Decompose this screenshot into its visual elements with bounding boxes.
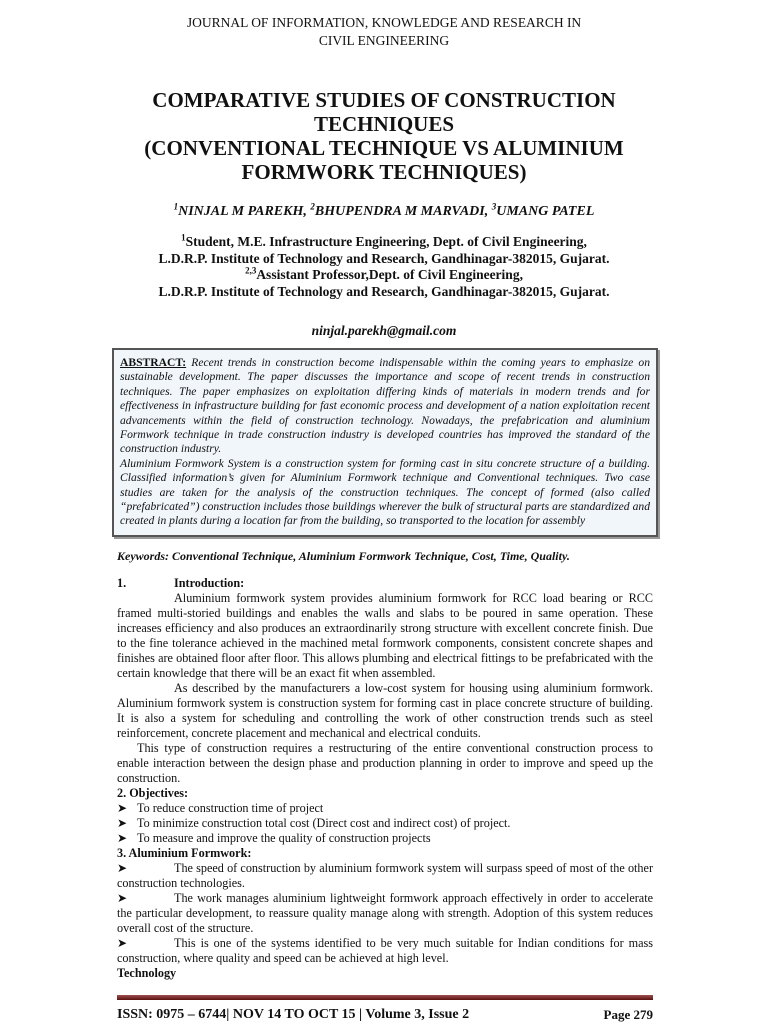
section-title: Introduction:: [174, 575, 245, 590]
body-text: [117, 576, 653, 981]
title-line: FORMWORK TECHNIQUES): [241, 160, 527, 184]
title-line: COMPARATIVE STUDIES OF CONSTRUCTION: [152, 88, 616, 112]
page-number: Page 279: [603, 1006, 653, 1022]
abstract-paragraph: Recent trends in construction become indispensable within the coming years to emphasize on sustainable development. The paper discusses the importance and scope of recent trends in construction techniques. The paper emphasizes on exploitation differing kinds of materials in modern trends and for effectiveness in infrastructure building for fast economic process and development of a nation exploitation recent advancements within the field of construction technology. Nowadays, the prefabrication and aluminium Formwork technique in trade construction industry is developed countries has improved the standard of the construction industry.: [120, 356, 650, 456]
author-name: UMANG PATEL: [496, 204, 595, 219]
author-sup: 2: [310, 201, 315, 212]
affil-line: L.D.R.P. Institute of Technology and Research, Gandhinagar-382015, Gujarat.: [158, 283, 610, 299]
list-item-text: To minimize construction total cost (Direct cost and indirect cost) of project.: [137, 815, 511, 830]
author-name: BHUPENDRA M MARVADI,: [314, 204, 492, 219]
affiliations: [0, 234, 768, 300]
abstract-box: [112, 348, 658, 537]
journal-name-line2: CIVIL ENGINEERING: [318, 33, 450, 48]
list-item: [117, 831, 653, 846]
affil-line: Student, M.E. Infrastructure Engineering, Dept. of Civil Engineering,: [185, 234, 587, 249]
paper-title: [0, 88, 768, 184]
arrow-bullet-icon: ➤: [117, 890, 128, 905]
keywords: Keywords: Conventional Technique, Aluminium Formwork Technique, Cost, Time, Quality.: [117, 548, 570, 563]
paragraph: As described by the manufacturers a low-cost system for housing using aluminium formwork. Aluminium formwork system is construction system for forming cast in place concrete structure of building. It is also a system for scheduling and controlling the work of other construction trends such as steel reinforcement, concrete placement and mechanical and electrical conduits.: [117, 680, 653, 740]
affil-sup: 1: [181, 232, 186, 243]
author-email[interactable]: ninjal.parekh@gmail.com: [311, 323, 457, 338]
section-heading-aluminium-formwork: 3. Aluminium Formwork:: [117, 845, 252, 860]
arrow-bullet-icon: ➤: [117, 800, 128, 815]
section-heading-introduction: [117, 576, 653, 591]
list-item: [117, 936, 653, 966]
affil-line: L.D.R.P. Institute of Technology and Research, Gandhinagar-382015, Gujarat.: [158, 250, 610, 266]
authors: [0, 201, 768, 220]
journal-name-line1: JOURNAL OF INFORMATION, KNOWLEDGE AND RESEARCH IN: [186, 15, 582, 30]
paragraph: Aluminium formwork system provides aluminium formwork for RCC load bearing or RCC framed multi-storied buildings and enables the walls and slabs to be poured in same operation. These increases efficiency and also produces an extraordinarily strong structure with excellent concrete finish. Due to the fine tolerance achieved in the machined metal formwork components, consistent concrete shapes and finishes are obtained floor after floor. This allows plumbing and electrical fittings to be prefabricated with the certain knowledge that there will be an exact fit when assembled.: [117, 590, 653, 680]
arrow-bullet-icon: ➤: [117, 830, 128, 845]
list-item-text: To measure and improve the quality of construction projects: [137, 830, 431, 845]
author-sup: 1: [173, 201, 179, 212]
list-item: [117, 861, 653, 891]
title-line: TECHNIQUES: [313, 112, 455, 136]
footer-divider: [117, 995, 653, 1000]
paragraph: This type of construction requires a restructuring of the entire conventional construction process to enable interaction between the design phase and production planning in order to improve and speed up the construction.: [117, 740, 653, 785]
author-name: NINJAL M PAREKH,: [178, 204, 311, 219]
abstract-label: ABSTRACT:: [120, 356, 187, 369]
list-item-text: The work manages aluminium lightweight formwork approach effectively in order to accelerate the particular development, to reassure quality manage along with strength. Adoption of this system reduces overall cost of the structure.: [117, 890, 653, 935]
list-item-text: This is one of the systems identified to be very much suitable for Indian conditions for mass construction, where quality and speed can be achieved at high level.: [117, 935, 653, 965]
section-number: 1.: [117, 575, 127, 590]
title-line: (CONVENTIONAL TECHNIQUE VS ALUMINIUM: [144, 136, 624, 160]
list-item: [117, 891, 653, 936]
arrow-bullet-icon: ➤: [117, 815, 128, 830]
subheading-technology: Technology: [117, 965, 177, 980]
arrow-bullet-icon: ➤: [117, 935, 128, 950]
affil-sup: 2,3: [245, 265, 257, 276]
affil-line: Assistant Professor,Dept. of Civil Engineering,: [256, 267, 523, 282]
page-footer: [117, 1006, 653, 1024]
footer-issn: ISSN: 0975 – 6744| NOV 14 TO OCT 15 | Volume 3, Issue 2: [117, 1006, 470, 1022]
list-item: [117, 816, 653, 831]
main-flow: [112, 348, 658, 1024]
section-heading-objectives: 2. Objectives:: [117, 785, 189, 800]
abstract-paragraph: Aluminium Formwork System is a construction system for forming cast in situ concrete structure of a building. Classified information’s given for Aluminium Formwork technique and Conventional techniques. Two case studies are taken for the analysis of the construction techniques. The concept of formed (also called “prefabricated”) construction includes those buildings wherever the bulk of structural parts are standardized and created in plants during a location far from the building, so transported to the location for assembly: [120, 456, 650, 528]
list-item-text: The speed of construction by aluminium formwork system will surpass speed of most of the other construction technologies.: [117, 860, 653, 890]
author-sup: 3: [491, 201, 497, 212]
list-item: [117, 801, 653, 816]
list-item-text: To reduce construction time of project: [137, 800, 324, 815]
arrow-bullet-icon: ➤: [117, 860, 128, 875]
journal-header: [0, 14, 768, 50]
